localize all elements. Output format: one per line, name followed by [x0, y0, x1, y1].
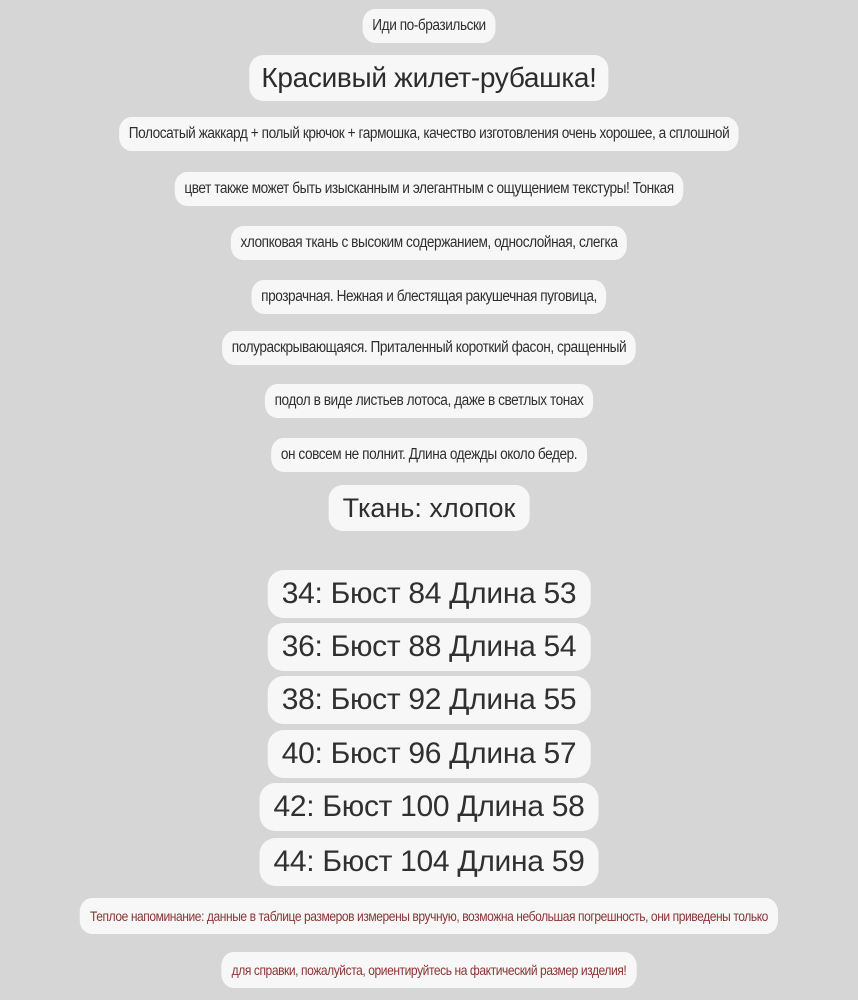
size-row: 36: Бюст 88 Длина 54 — [268, 623, 591, 671]
size-row: 38: Бюст 92 Длина 55 — [268, 676, 591, 724]
size-row: 34: Бюст 84 Длина 53 — [268, 570, 591, 618]
description-line-2: цвет также может быть изысканным и элегантным с ощущением текстуры! Тонкая — [175, 172, 684, 206]
description-line-1: Полосатый жаккард + полый крючок + гармошка, качество изготовления очень хорошее, а сплошной — [119, 117, 739, 151]
subtitle: Иди по-бразильски — [363, 9, 496, 43]
description-line-6: подол в виде листьев лотоса, даже в светлых тонах — [265, 384, 593, 418]
page-title: Красивый жилет-рубашка! — [249, 55, 608, 101]
notice-line-2: для справки, пожалуйста, ориентируйтесь на фактический размер изделия! — [221, 952, 636, 988]
description-line-5: полураскрывающаяся. Приталенный короткий фасон, сращенный — [222, 331, 636, 365]
fabric-label: Ткань: хлопок — [329, 485, 530, 531]
description-line-7: он совсем не полнит. Длина одежды около бедер. — [271, 438, 587, 472]
description-line-3: хлопковая ткань с высоким содержанием, однослойная, слегка — [231, 226, 627, 260]
size-row: 42: Бюст 100 Длина 58 — [260, 783, 599, 831]
description-line-4: прозрачная. Нежная и блестящая ракушечная пуговица, — [251, 280, 606, 314]
notice-line-1: Теплое напоминание: данные в таблице размеров измерены вручную, возможна небольшая погрешность, они приведены только — [80, 898, 779, 934]
size-row: 44: Бюст 104 Длина 59 — [260, 838, 599, 886]
size-row: 40: Бюст 96 Длина 57 — [268, 730, 591, 778]
